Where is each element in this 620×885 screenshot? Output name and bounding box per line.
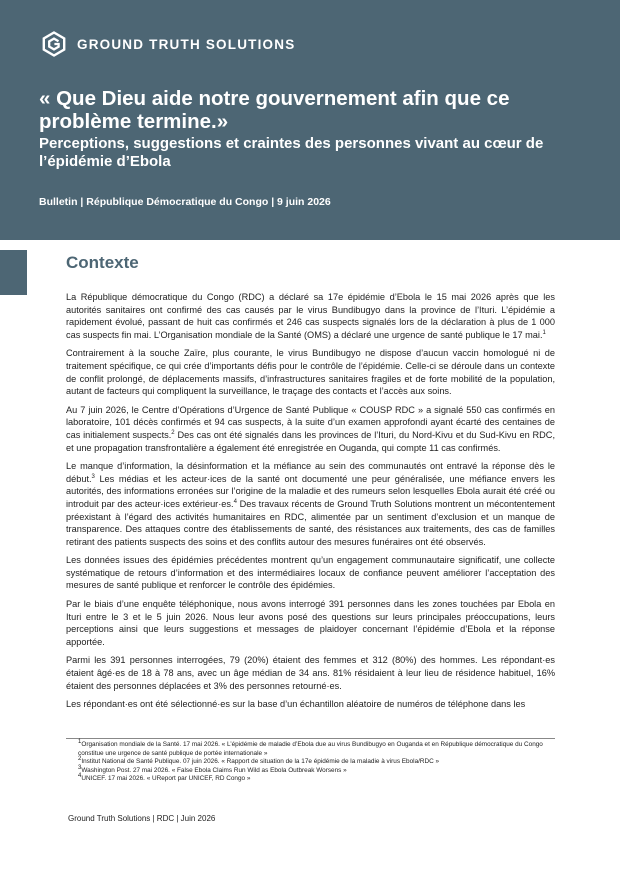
paragraph: Contrairement à la souche Zaïre, plus courante, le virus Bundibugyo ne dispose d’aucun vaccin homologué ni de traitement spécifique, ce qui crée d’importants défis pour le contrôle de l’épidémie. Celle-ci se déroule dans un contexte de conflit prolongé, de déplacements massifs, d’infrastructures sanitaires fragiles et de forte mobilité de la population, autant de facteurs qui compliquent la surveillance, le traçage des contacts et l’accès aux soins.: [66, 348, 555, 397]
footnote: $^4$UNICEF. 17 mai 2026. « UReport par UNICEF, RD Congo »: [78, 773, 251, 783]
paragraph: Les données issues des épidémies précédentes montrent qu’un engagement communautaire significatif, une collecte systématique de retours d’information et des intermédiaires locaux de confiance peuvent améliorer l’acceptation des mesures de santé publique et renforcer le contrôle des épidémies.: [66, 555, 555, 591]
footnotes: [66, 738, 555, 784]
paragraph: La République démocratique du Congo (RDC) a déclaré sa 17e épidémie d’Ebola le 15 mai 2026 après que les autorités sanitaires ont confirmé des cas causés par le virus Bundibugyo dans la province de l’Ituri. L’épidémie a rapidement évolué, passant de huit cas confirmés et 246 cas suspects signalés lors de la déclaration à plus de 1 000 cas suspects fin mai. L’Organisation mondiale de la Santé (OMS) a déclaré une urgence de santé publique le 17 mai.$^1$: [66, 292, 555, 340]
section-heading: Contexte: [66, 253, 139, 272]
footnote-ref: 1: [542, 329, 546, 336]
paragraph: Parmi les 391 personnes interrogées, 79 (20%) étaient des femmes et 312 (80%) des hommes. Les répondant·es étaient âgé·es de 18 à 78 ans, avec un âge médian de 34 ans. 81% résidaient à leur lieu de résidence habituel, 16% étaient des personnes déplacées et 3% des personnes retourné·es.: [66, 655, 555, 691]
bulletin-meta: Bulletin | République Démocratique du Congo | 9 juin 2026: [39, 196, 331, 208]
paragraph: Le manque d’information, la désinformation et la méfiance au sein des communautés ont entravé la réponse dès le début.$^3$ Les médias et les acteur·ices de la santé ont documenté une peur généralisée, une méfiance envers les autorités, des informations erronées sur l’origine de la maladie et des rumeurs selon lesquelles Ebola aurait été créé ou introduit par des acteur·ices extérieur·es.$^4$ Des travaux récents de Ground Truth Solutions montrent un mécontentement préexistant à l’égard des activités humanitaires en RDC, alimentée par un sentiment d’exclusion et un manque de transparence. Des attaques contre des établissements de santé, des résistances aux traitements, des cas de familles retirant des patients suspects des soins et des conflits autour des mesures funéraires ont été observés.: [66, 461, 555, 547]
paragraph: Les répondant·es ont été sélectionné·es sur la base d’un échantillon aléatoire de numéros de téléphone dans les: [66, 699, 526, 710]
header-banner: [0, 0, 620, 240]
brand-name: GROUND TRUTH SOLUTIONS: [77, 36, 296, 52]
page-subtitle: Perceptions, suggestions et craintes des personnes vivant au cœur de l’épidémie d’Ebola: [39, 135, 544, 170]
page-footer: Ground Truth Solutions | RDC | Juin 2026: [68, 814, 216, 823]
page-title: « Que Dieu aide notre gouvernement afin que ce problème termine.»: [39, 87, 510, 133]
footnote-ref: 4: [233, 498, 237, 505]
brand-logo: [41, 31, 295, 57]
footnote-ref: 3: [91, 473, 95, 480]
footnote: $^1$Organisation mondiale de la Santé. 17 mai 2026. « L’épidémie de maladie d’Ebola due au virus Bundibugyo en Ouganda et en République démocratique du Congo constitue une urgence de santé publique de portée internationale »: [78, 738, 543, 757]
section-marker: [0, 250, 27, 295]
footnote: $^3$Washington Post. 27 mai 2026. « False Ebola Claims Run Wild as Ebola Outbreak Worsens »: [78, 764, 347, 774]
footnote-ref: 2: [171, 429, 175, 436]
body-text: [66, 291, 555, 717]
footnote: $^2$Institut National de Santé Publique. 07 juin 2026. « Rapport de situation de la 17e épidémie de la maladie à virus Ebola/RDC »: [78, 756, 440, 766]
ground-truth-logo-icon: [41, 31, 67, 57]
paragraph: Par le biais d’une enquête téléphonique, nous avons interrogé 391 personnes dans les zones touchées par Ebola en Ituri entre le 3 et le 5 juin 2026. Nous leur avons posé des questions sur leurs principales préoccupations, leurs perceptions ainsi que leurs suggestions et messages de plaidoyer concernant l’épidémie d’Ebola et la réponse apportée.: [66, 599, 555, 647]
paragraph: Au 7 juin 2026, le Centre d’Opérations d’Urgence de Santé Publique « COUSP RDC » a signalé 550 cas confirmés en laboratoire, 101 décès confirmés et 94 cas suspects, à la suite d’un examen approfondi ayant écarté des centaines de cas initialement suspects.$^2$ Des cas ont été signalés dans les provinces de l’Ituri, du Nord-Kivu et du Sud-Kivu en RDC, et une propagation transfrontalière a également été enregistrée en Ouganda, qui compte 11 cas confirmés.: [66, 404, 555, 453]
